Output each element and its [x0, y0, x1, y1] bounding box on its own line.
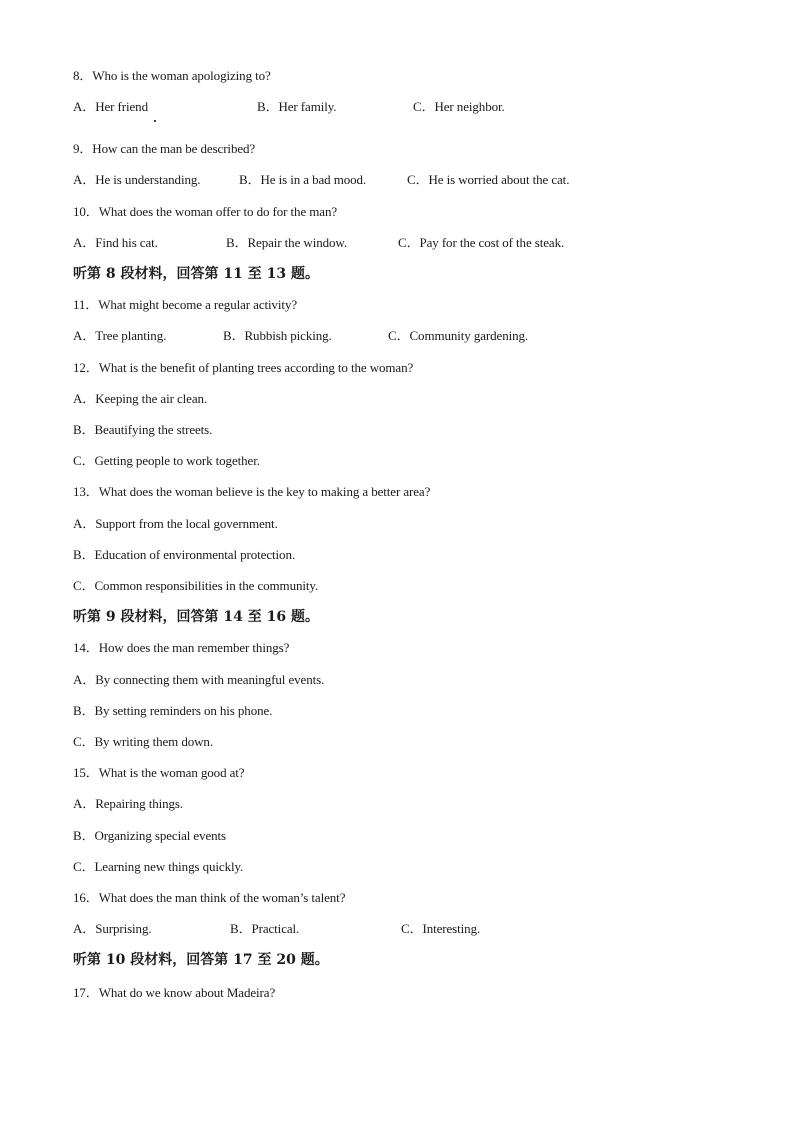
question-12: 12．What is the benefit of planting trees according to the woman?	[73, 360, 414, 375]
option-c: C．Getting people to work together.	[73, 453, 260, 468]
option-c: C．He is worried about the cat.	[407, 172, 570, 187]
option-a: A．Surprising.	[73, 921, 152, 936]
option-a: A．By connecting them with meaningful events.	[73, 672, 325, 687]
options-11	[73, 328, 673, 344]
question-10: 10．What does the woman offer to do for the man?	[73, 204, 338, 219]
options-9	[73, 172, 673, 188]
option-a: A．He is understanding.	[73, 172, 201, 187]
option-b: B．Rubbish picking.	[223, 328, 332, 343]
option-b: B．By setting reminders on his phone.	[73, 703, 273, 718]
question-14: 14．How does the man remember things?	[73, 640, 290, 655]
question-13: 13．What does the woman believe is the key to making a better area?	[73, 484, 431, 499]
option-b: B．Her family.	[257, 99, 337, 114]
section-heading-8: 听第 8 段材料，回答第 11 至 13 题。	[73, 266, 319, 282]
option-c: C．Interesting.	[401, 921, 481, 936]
question-15: 15．What is the woman good at?	[73, 765, 245, 780]
section-heading-9: 听第 9 段材料，回答第 14 至 16 题。	[73, 609, 319, 625]
option-a: A．Find his cat.	[73, 235, 158, 250]
option-a: A．Keeping the air clean.	[73, 391, 208, 406]
option-b: B．He is in a bad mood.	[239, 172, 367, 187]
question-9: 9．How can the man be described?	[73, 141, 256, 156]
option-a: A．Her friend	[73, 99, 148, 114]
option-b: B．Practical.	[230, 921, 300, 936]
options-16	[73, 921, 673, 937]
option-c: C．Community gardening.	[388, 328, 529, 343]
options-8	[73, 99, 673, 115]
option-a: A．Repairing things.	[73, 796, 184, 811]
option-a: A．Tree planting.	[73, 328, 167, 343]
option-c: C．By writing them down.	[73, 734, 213, 749]
option-b: B．Repair the window.	[226, 235, 347, 250]
option-c: C．Learning new things quickly.	[73, 859, 244, 874]
stray-dot	[154, 120, 156, 122]
option-a: A．Support from the local government.	[73, 516, 278, 531]
question-11: 11．What might become a regular activity?	[73, 297, 298, 312]
question-17: 17．What do we know about Madeira?	[73, 985, 276, 1000]
option-c: C．Common responsibilities in the community.	[73, 578, 319, 593]
question-16: 16．What does the man think of the woman’s talent?	[73, 890, 346, 905]
option-c: C．Her neighbor.	[413, 99, 505, 114]
section-heading-10: 听第 10 段材料，回答第 17 至 20 题。	[73, 952, 329, 968]
option-b: B．Education of environmental protection.	[73, 547, 295, 562]
option-b: B．Beautifying the streets.	[73, 422, 213, 437]
options-10	[73, 235, 673, 251]
option-b: B．Organizing special events	[73, 828, 227, 843]
option-c: C．Pay for the cost of the steak.	[398, 235, 565, 250]
question-8: 8．Who is the woman apologizing to?	[73, 68, 271, 83]
